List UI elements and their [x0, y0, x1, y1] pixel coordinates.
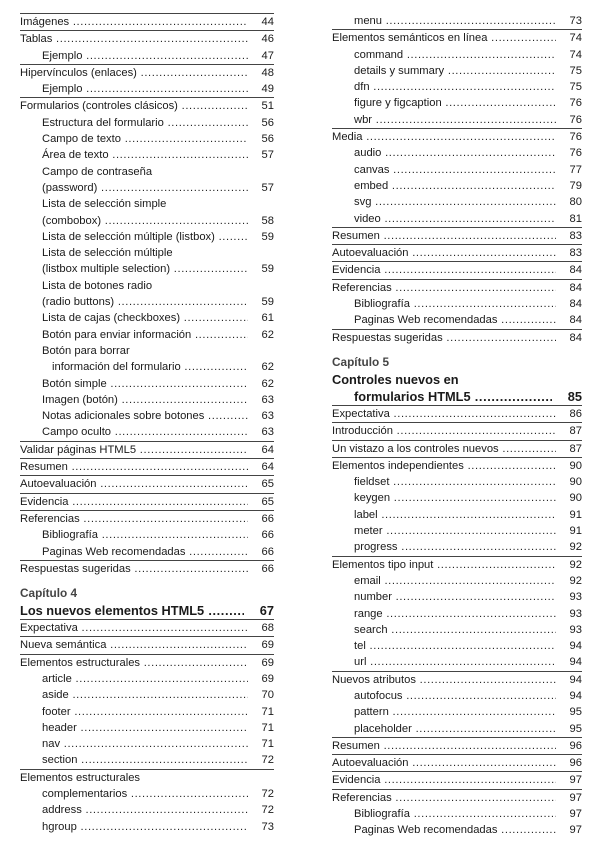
toc-entry-label: Botón para enviar información ..... [42, 327, 248, 343]
toc-entry-label: Evidencia ..... [332, 772, 556, 788]
toc-entry [20, 687, 274, 703]
toc-page-number: 87 [569, 425, 582, 438]
toc-page-number: 62 [261, 377, 274, 390]
toc-page-number: 58 [261, 214, 274, 227]
toc-entry-label: Expectativa ..... [20, 620, 248, 636]
toc-entry [20, 245, 274, 261]
toc-entry-label: Referencias ..... [332, 280, 556, 296]
toc-page-number: 74 [569, 48, 582, 61]
toc-entry-label: formularios HTML5 ..... [354, 388, 552, 405]
toc-entry [332, 474, 582, 490]
toc-page-number: 95 [569, 706, 582, 719]
toc-entry-label: Botón para borrar [42, 344, 130, 357]
toc-page-number: 93 [569, 591, 582, 604]
toc-entry-label: fieldset ..... [354, 474, 556, 490]
toc-entry-label: Capítulo 5 [332, 354, 390, 369]
toc-entry [20, 493, 274, 510]
toc-entry-label: aside ..... [42, 687, 248, 703]
toc-entry [20, 180, 274, 196]
toc-page-number: 94 [569, 656, 582, 669]
toc-entry [332, 589, 582, 605]
toc-entry-label: url ..... [354, 654, 556, 670]
toc-entry-label: Autoevaluación ..... [332, 245, 556, 261]
toc-page-number: 75 [569, 64, 582, 77]
toc-entry [20, 376, 274, 392]
toc-page-number: 72 [261, 804, 274, 817]
toc-entry-label: Referencias ..... [332, 790, 556, 806]
toc-entry-label: progress ..... [354, 539, 556, 555]
toc-page-number: 76 [569, 147, 582, 160]
toc-page-number: 96 [569, 739, 582, 752]
toc-page-number: 93 [569, 607, 582, 620]
toc-entry-label: dfn ..... [354, 79, 556, 95]
toc-page-number: 66 [261, 529, 274, 542]
toc-right-column [332, 13, 582, 839]
toc-entry-label: header ..... [42, 720, 248, 736]
toc-page-number: 77 [569, 163, 582, 176]
toc-page-number: 80 [569, 196, 582, 209]
toc-page-number: 84 [569, 281, 582, 294]
toc-entry [332, 244, 582, 261]
toc-page-number: 96 [569, 757, 582, 770]
toc-entry [332, 822, 582, 838]
toc-entry [20, 97, 274, 114]
toc-page-number: 90 [569, 492, 582, 505]
toc-entry [332, 63, 582, 79]
toc-entry-label: Ejemplo ..... [42, 48, 248, 64]
toc-entry [20, 510, 274, 527]
toc-entry-label: embed ..... [354, 178, 556, 194]
toc-entry-label: Nueva semántica ..... [20, 637, 248, 653]
toc-entry-label: Bibliografía ..... [354, 296, 556, 312]
toc-entry-label: (password) ..... [42, 180, 248, 196]
toc-page-number: 93 [569, 623, 582, 636]
toc-entry [332, 312, 582, 328]
toc-entry [20, 560, 274, 577]
toc-entry [332, 162, 582, 178]
toc-entry [20, 359, 274, 375]
toc-entry-label: label ..... [354, 507, 556, 523]
toc-entry-label: Elementos tipo input ..... [332, 557, 556, 573]
toc-page-number: 57 [261, 149, 274, 162]
toc-entry-label: Evidencia ..... [332, 262, 556, 278]
toc-entry [20, 458, 274, 475]
toc-entry [20, 671, 274, 687]
toc-entry [332, 737, 582, 754]
toc-entry [20, 229, 274, 245]
toc-page-number: 59 [261, 296, 274, 309]
toc-entry [20, 527, 274, 543]
toc-entry [332, 638, 582, 654]
toc-entry [332, 194, 582, 210]
toc-entry-label: search ..... [354, 622, 556, 638]
toc-page-number: 75 [569, 81, 582, 94]
toc-entry [332, 507, 582, 523]
toc-entry-label: Lista de cajas (checkboxes) ..... [42, 310, 248, 326]
toc-page-number: 62 [261, 328, 274, 341]
toc-entry [20, 654, 274, 671]
toc-entry [332, 79, 582, 95]
toc-entry [20, 786, 274, 802]
toc-page-number: 84 [569, 264, 582, 277]
toc-entry-label: (listbox multiple selection) ..... [42, 261, 248, 277]
toc-page-number: 49 [261, 83, 274, 96]
toc-entry-label: Formularios (controles clásicos) ..... [20, 98, 248, 114]
toc-entry [332, 457, 582, 474]
toc-page-number: 94 [569, 673, 582, 686]
toc-entry [332, 128, 582, 145]
toc-entry [20, 475, 274, 492]
toc-page-number: 62 [261, 361, 274, 374]
toc-page-number: 90 [569, 476, 582, 489]
toc-entry-label: Bibliografía ..... [354, 806, 556, 822]
chapter-heading [332, 354, 582, 371]
toc-entry-label: Lista de botones radio [42, 279, 153, 292]
toc-entry-label: Referencias ..... [20, 511, 248, 527]
toc-entry [20, 736, 274, 752]
toc-entry [20, 327, 274, 343]
toc-entry [332, 606, 582, 622]
toc-entry [20, 196, 274, 212]
toc-entry-label: Campo de texto ..... [42, 131, 248, 147]
toc-entry-label: Lista de selección múltiple (listbox) ..... [42, 229, 248, 245]
chapter-heading [20, 585, 274, 602]
toc-page-number: 66 [261, 562, 274, 575]
toc-entry-label: complementarios ..... [42, 786, 248, 802]
toc-entry [20, 131, 274, 147]
toc-page-number: 83 [569, 229, 582, 242]
toc-entry-label: Elementos semánticos en línea ..... [332, 30, 556, 46]
toc-entry-label: meter ..... [354, 523, 556, 539]
toc-page-number: 68 [261, 622, 274, 635]
toc-page-number: 84 [569, 314, 582, 327]
toc-entry-label: pattern ..... [354, 704, 556, 720]
chapter-title [332, 388, 582, 405]
toc-page-number: 92 [569, 558, 582, 571]
toc-entry-label: Hipervínculos (enlaces) ..... [20, 65, 248, 81]
toc-page-number: 94 [569, 689, 582, 702]
toc-entry [20, 819, 274, 835]
toc-entry-label: Evidencia ..... [20, 494, 248, 510]
toc-entry [332, 539, 582, 555]
toc-entry-label: Área de texto ..... [42, 147, 248, 163]
toc-entry-label: Elementos estructurales [20, 771, 141, 784]
toc-page-number: 72 [261, 788, 274, 801]
toc-entry [20, 343, 274, 359]
toc-entry [20, 441, 274, 458]
toc-entry [20, 636, 274, 653]
toc-entry [332, 688, 582, 704]
toc-entry [332, 112, 582, 128]
toc-page-number: 63 [261, 393, 274, 406]
toc-page-number: 85 [567, 388, 582, 404]
toc-page-number: 83 [569, 247, 582, 260]
toc-entry [20, 704, 274, 720]
toc-entry [332, 789, 582, 806]
toc-entry-label: Un vistazo a los controles nuevos ..... [332, 441, 556, 457]
toc-entry-label: number ..... [354, 589, 556, 605]
toc-entry [20, 261, 274, 277]
toc-entry-label: autofocus ..... [354, 688, 556, 704]
toc-entry [332, 622, 582, 638]
toc-page-number: 90 [569, 459, 582, 472]
toc-entry-label: canvas ..... [354, 162, 556, 178]
toc-entry [332, 47, 582, 63]
toc-entry [332, 490, 582, 506]
toc-entry-label: Notas adicionales sobre botones ..... [42, 408, 248, 424]
toc-entry-label: tel ..... [354, 638, 556, 654]
toc-entry [332, 422, 582, 439]
toc-page-number: 44 [261, 16, 274, 28]
toc-page-number: 97 [569, 824, 582, 837]
toc-entry-label: address ..... [42, 802, 248, 818]
toc-entry [20, 147, 274, 163]
toc-page-number: 81 [569, 212, 582, 225]
toc-entry [332, 329, 582, 346]
toc-entry [332, 211, 582, 227]
toc-entry-label: svg ..... [354, 194, 556, 210]
toc-entry [20, 720, 274, 736]
toc-entry [332, 654, 582, 670]
toc-entry [332, 29, 582, 46]
toc-entry-label: Imágenes ..... [20, 14, 248, 30]
toc-page-number: 63 [261, 426, 274, 439]
toc-entry-label: Lista de selección múltiple [42, 247, 173, 260]
toc-entry-label: audio ..... [354, 145, 556, 161]
toc-page-number: 56 [261, 133, 274, 146]
toc-entry [332, 721, 582, 737]
toc-entry-label: Campo oculto ..... [42, 424, 248, 440]
toc-entry [332, 279, 582, 296]
toc-entry-label: keygen ..... [354, 490, 556, 506]
toc-entry-label: Lista de selección simple [42, 198, 167, 211]
toc-entry-label: Paginas Web recomendadas ..... [354, 312, 556, 328]
toc-entry [20, 802, 274, 818]
toc-entry-label: Controles nuevos en [332, 371, 459, 387]
toc-page-number: 92 [569, 574, 582, 587]
toc-page-number: 47 [261, 49, 274, 62]
toc-entry [20, 164, 274, 180]
toc-page-number: 64 [261, 443, 274, 456]
toc-entry-label: Introducción ..... [332, 423, 556, 439]
toc-page-number: 48 [261, 66, 274, 79]
toc-page-number: 97 [569, 774, 582, 787]
toc-page-number: 79 [569, 179, 582, 192]
toc-entry-label: Los nuevos elementos HTML5 ..... [20, 602, 244, 619]
toc-entry [332, 573, 582, 589]
toc-page-number: 97 [569, 791, 582, 804]
toc-entry [20, 48, 274, 64]
toc-entry-label: Elementos independientes ..... [332, 458, 556, 474]
toc-entry-label: footer ..... [42, 704, 248, 720]
toc-entry-label: Expectativa ..... [332, 406, 556, 422]
toc-page-number: 92 [569, 541, 582, 554]
toc-page-number: 69 [261, 656, 274, 669]
toc-page-number: 97 [569, 808, 582, 821]
toc-page-number: 69 [261, 672, 274, 685]
toc-page-number: 63 [261, 410, 274, 423]
toc-entry-label: Botón simple ..... [42, 376, 248, 392]
toc-entry [332, 261, 582, 278]
toc-entry-label: Resumen ..... [332, 228, 556, 244]
toc-entry-label: range ..... [354, 606, 556, 622]
toc-page-number: 46 [261, 33, 274, 46]
toc-entry-label: details y summary ..... [354, 63, 556, 79]
chapter-title [332, 371, 582, 388]
toc-page-number: 51 [261, 100, 274, 113]
toc-page-number: 64 [261, 461, 274, 474]
toc-page-number: 94 [569, 640, 582, 653]
toc-page-number: 76 [569, 97, 582, 110]
toc-entry [20, 115, 274, 131]
toc-entry-label: menu ..... [354, 13, 556, 29]
toc-entry-label: nav ..... [42, 736, 248, 752]
toc-page-number: 73 [569, 15, 582, 27]
toc-entry [20, 544, 274, 560]
toc-entry-label: wbr ..... [354, 112, 556, 128]
toc-entry-label: Capítulo 4 [20, 586, 78, 601]
toc-entry [20, 408, 274, 424]
toc-page-number: 91 [569, 525, 582, 538]
toc-entry [332, 671, 582, 688]
toc-page-number: 91 [569, 508, 582, 521]
toc-entry-label: Imagen (botón) ..... [42, 392, 248, 408]
toc-page-number: 71 [261, 738, 274, 751]
toc-entry-label: Elementos estructurales ..... [20, 655, 248, 671]
toc-page-number: 71 [261, 721, 274, 734]
toc-entry-label: Tablas ..... [20, 31, 248, 47]
toc-entry-label: Nuevos atributos ..... [332, 672, 556, 688]
toc-page-number: 65 [261, 478, 274, 491]
toc-entry [332, 440, 582, 457]
toc-page-number: 59 [261, 230, 274, 243]
toc-entry-label: Resumen ..... [332, 738, 556, 754]
toc-entry-label: Respuestas sugeridas ..... [332, 330, 556, 346]
toc-page-number: 66 [261, 545, 274, 558]
toc-entry [332, 145, 582, 161]
toc-page-number: 73 [261, 820, 274, 833]
toc-entry [20, 752, 274, 768]
toc-entry-label: Estructura del formulario ..... [42, 115, 248, 131]
toc-entry [332, 806, 582, 822]
toc-entry [20, 213, 274, 229]
toc-entry-label: Autoevaluación ..... [332, 755, 556, 771]
toc-entry-label: article ..... [42, 671, 248, 687]
toc-entry [332, 178, 582, 194]
toc-entry-label: Autoevaluación ..... [20, 476, 248, 492]
toc-entry [20, 392, 274, 408]
toc-entry [20, 278, 274, 294]
toc-entry [20, 81, 274, 97]
toc-entry [332, 704, 582, 720]
toc-page-number: 70 [261, 689, 274, 702]
toc-entry-label: Resumen ..... [20, 459, 248, 475]
toc-entry [332, 95, 582, 111]
chapter-title [20, 602, 274, 619]
toc-entry [20, 310, 274, 326]
toc-page-number: 76 [569, 113, 582, 126]
toc-page-number: 95 [569, 722, 582, 735]
toc-entry [332, 754, 582, 771]
toc-entry [332, 523, 582, 539]
toc-entry [332, 556, 582, 573]
toc-entry-label: Validar páginas HTML5 ..... [20, 442, 248, 458]
toc-entry [332, 227, 582, 244]
toc-page-number: 57 [261, 181, 274, 194]
toc-entry [332, 13, 582, 29]
toc-entry-label: figure y figcaption ..... [354, 95, 556, 111]
toc-page-number: 61 [261, 312, 274, 325]
toc-entry [20, 30, 274, 47]
toc-entry [20, 769, 274, 786]
toc-page-number: 56 [261, 116, 274, 129]
toc-entry-label: hgroup ..... [42, 819, 248, 835]
toc-page-number: 84 [569, 331, 582, 344]
toc-entry [20, 13, 274, 30]
toc-page-number: 66 [261, 512, 274, 525]
toc-entry-label: email ..... [354, 573, 556, 589]
toc-entry-label: Campo de contraseña [42, 165, 153, 178]
toc-entry [332, 296, 582, 312]
toc-entry [332, 405, 582, 422]
toc-entry-label: (combobox) ..... [42, 213, 248, 229]
toc-page-number: 71 [261, 705, 274, 718]
toc-entry-label: información del formulario ..... [52, 359, 248, 375]
toc-entry-label: (radio buttons) ..... [42, 294, 248, 310]
toc-entry [20, 64, 274, 81]
toc-entry [332, 771, 582, 788]
toc-page-number: 86 [569, 407, 582, 420]
toc-page-number: 84 [569, 298, 582, 311]
toc-page-number: 87 [569, 442, 582, 455]
toc-page-number: 67 [259, 603, 274, 619]
toc-page-number: 69 [261, 639, 274, 652]
toc-entry [20, 294, 274, 310]
toc-entry-label: Bibliografía ..... [42, 527, 248, 543]
toc-entry-label: section ..... [42, 752, 248, 768]
toc-entry-label: Media ..... [332, 129, 556, 145]
toc-entry-label: Paginas Web recomendadas ..... [354, 822, 556, 838]
toc-entry [20, 619, 274, 636]
toc-entry-label: Paginas Web recomendadas ..... [42, 544, 248, 560]
toc-entry-label: command ..... [354, 47, 556, 63]
toc-entry-label: placeholder ..... [354, 721, 556, 737]
toc-left-column [20, 13, 274, 835]
toc-entry-label: Respuestas sugeridas ..... [20, 561, 248, 577]
toc-entry-label: Ejemplo ..... [42, 81, 248, 97]
toc-entry-label: video ..... [354, 211, 556, 227]
toc-page-number: 74 [569, 32, 582, 45]
toc-entry [20, 424, 274, 440]
toc-page-number: 76 [569, 131, 582, 144]
toc-page-number: 65 [261, 495, 274, 508]
toc-page-number: 72 [261, 754, 274, 767]
toc-page-number: 59 [261, 263, 274, 276]
